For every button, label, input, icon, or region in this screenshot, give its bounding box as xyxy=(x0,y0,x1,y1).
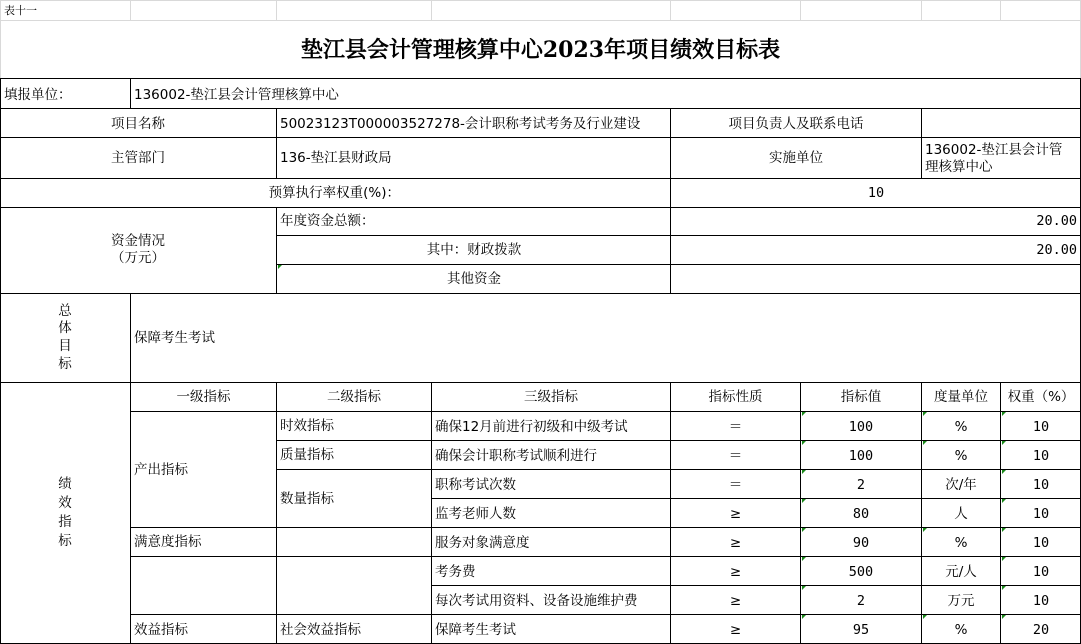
grid-line xyxy=(1000,0,1001,21)
cell-marker xyxy=(1002,441,1006,445)
indicator-name: 服务对象满意度 xyxy=(435,535,530,551)
overall-label-4: 标 xyxy=(58,356,72,372)
unit-value: 136002-垫江县会计管理核算中心 xyxy=(134,87,339,103)
grid-line xyxy=(800,0,801,21)
indicator-weight: 10 xyxy=(1032,593,1050,609)
dept-label: 主管部门 xyxy=(111,150,165,166)
grid-line xyxy=(0,382,1081,383)
grid-line xyxy=(276,108,277,179)
indicator-weight: 10 xyxy=(1032,419,1050,435)
cell-marker xyxy=(1002,586,1006,590)
grid-line xyxy=(276,235,1081,236)
indicator-value: 80 xyxy=(852,506,870,522)
funds-fiscal-value: 20.00 xyxy=(1036,242,1077,258)
level1-satisfaction: 满意度指标 xyxy=(134,534,202,550)
grid-line xyxy=(431,585,1081,586)
indicator-weight: 20 xyxy=(1032,622,1050,638)
grid-line xyxy=(276,440,1081,441)
perf-label-3: 指 xyxy=(58,514,72,530)
level2-timeliness: 时效指标 xyxy=(280,418,334,434)
indicator-name: 确保12月前进行初级和中级考试 xyxy=(435,419,628,435)
cell-marker xyxy=(1002,557,1006,561)
impl-unit-label: 实施单位 xyxy=(769,150,823,166)
grid-line xyxy=(276,469,1081,470)
indicator-value: 2 xyxy=(856,593,866,609)
indicator-unit: % xyxy=(954,419,968,435)
level1-benefit: 效益指标 xyxy=(134,622,188,638)
indicator-nature: ≥ xyxy=(729,535,742,551)
indicator-value: 90 xyxy=(852,535,870,551)
cell-marker xyxy=(802,528,806,532)
page-title: 垫江县会计管理核算中心2023年项目绩效目标表 xyxy=(300,37,781,63)
indicator-nature: ＝ xyxy=(728,448,743,464)
grid-line xyxy=(921,0,922,21)
indicator-weight: 10 xyxy=(1032,535,1050,551)
sheet-label: 表十一 xyxy=(4,4,37,17)
level2-quantity: 数量指标 xyxy=(280,491,334,507)
indicator-nature: ≥ xyxy=(729,564,742,580)
indicator-unit: 次/年 xyxy=(945,477,977,493)
indicator-value: 100 xyxy=(848,448,874,464)
cell-marker xyxy=(1002,615,1006,619)
header-nature: 指标性质 xyxy=(708,389,763,405)
grid-line xyxy=(130,0,131,21)
indicator-name: 确保会计职称考试顺利进行 xyxy=(435,448,597,464)
grid-line xyxy=(0,20,1081,21)
grid-line xyxy=(0,0,1081,1)
cell-marker xyxy=(1002,499,1006,503)
grid-line xyxy=(0,78,1081,79)
impl-unit-value-1: 136002-垫江县会计管 xyxy=(925,142,1063,158)
indicator-value: 500 xyxy=(848,564,874,580)
grid-line xyxy=(0,137,1081,138)
header-weight: 权重（%） xyxy=(1007,389,1075,405)
cell-marker xyxy=(802,470,806,474)
indicator-unit: % xyxy=(954,622,968,638)
indicator-nature: ≥ xyxy=(729,593,742,609)
grid-line xyxy=(130,556,1081,557)
funds-label-2: （万元） xyxy=(111,250,165,266)
level2-social-benefit: 社会效益指标 xyxy=(280,622,361,638)
funds-total-value: 20.00 xyxy=(1036,213,1077,229)
budget-rate-label: 预算执行率权重(%)： xyxy=(268,185,400,201)
header-unit: 度量单位 xyxy=(934,389,988,405)
cell-marker xyxy=(802,441,806,445)
grid-line xyxy=(0,207,1081,208)
grid-line xyxy=(130,527,1081,528)
grid-line xyxy=(130,293,131,644)
indicator-weight: 10 xyxy=(1032,564,1050,580)
funds-other-label: 其他资金 xyxy=(447,271,501,287)
grid-line xyxy=(276,0,277,21)
perf-label-4: 标 xyxy=(58,533,72,549)
dept-value: 136-垫江县财政局 xyxy=(280,150,392,166)
header-level3: 三级指标 xyxy=(524,389,578,405)
indicator-name: 考务费 xyxy=(435,564,476,580)
cell-marker xyxy=(278,265,282,269)
cell-marker xyxy=(802,557,806,561)
impl-unit-value-2: 理核算中心 xyxy=(925,159,993,175)
indicator-value: 100 xyxy=(848,419,874,435)
overall-label-1: 总 xyxy=(58,303,72,319)
grid-line xyxy=(431,0,432,21)
indicator-unit: % xyxy=(954,448,968,464)
header-level1: 一级指标 xyxy=(176,389,231,405)
grid-line xyxy=(0,178,1081,179)
level2-quality: 质量指标 xyxy=(280,447,334,463)
header-value: 指标值 xyxy=(840,389,882,405)
funds-total-label: 年度资金总额： xyxy=(280,213,375,229)
cell-marker xyxy=(923,528,927,532)
grid-line xyxy=(276,382,277,644)
grid-line xyxy=(670,108,671,294)
indicator-weight: 10 xyxy=(1032,506,1050,522)
indicator-nature: ≥ xyxy=(729,506,742,522)
indicator-unit: 万元 xyxy=(947,593,975,609)
overall-label-2: 体 xyxy=(58,320,72,336)
indicator-name: 监考老师人数 xyxy=(435,506,516,522)
header-level2: 二级指标 xyxy=(327,389,381,405)
cell-marker xyxy=(923,441,927,445)
indicator-name: 保障考生考试 xyxy=(435,622,516,638)
unit-label: 填报单位： xyxy=(4,87,72,103)
grid-line xyxy=(670,0,671,21)
indicator-value: 95 xyxy=(852,622,870,638)
perf-label-1: 绩 xyxy=(58,476,72,492)
cell-marker xyxy=(923,615,927,619)
grid-line xyxy=(130,411,1081,412)
indicator-unit: 人 xyxy=(954,506,968,522)
indicator-nature: ＝ xyxy=(728,419,743,435)
perf-label-2: 效 xyxy=(58,495,72,511)
grid-line xyxy=(130,614,1081,615)
cell-marker xyxy=(802,586,806,590)
grid-line xyxy=(0,293,1081,294)
project-leader-label: 项目负责人及联系电话 xyxy=(728,116,864,132)
indicator-value: 2 xyxy=(856,477,866,493)
indicator-name: 每次考试用资料、设备设施维护费 xyxy=(435,593,638,609)
grid-line xyxy=(0,108,1081,109)
cell-marker xyxy=(923,412,927,416)
indicator-name: 职称考试次数 xyxy=(435,477,516,493)
indicator-unit: % xyxy=(954,535,968,551)
indicator-weight: 10 xyxy=(1032,448,1050,464)
grid-line xyxy=(921,108,922,179)
overall-goal-value: 保障考生考试 xyxy=(134,330,215,346)
project-name-label: 项目名称 xyxy=(111,116,165,132)
cell-marker xyxy=(1002,470,1006,474)
cell-marker xyxy=(802,615,806,619)
cell-marker xyxy=(802,499,806,503)
grid-line xyxy=(130,78,131,109)
indicator-unit: 元/人 xyxy=(945,564,977,580)
grid-line xyxy=(431,498,1081,499)
grid-line xyxy=(431,382,432,644)
budget-rate-value: 10 xyxy=(867,185,885,201)
level1-output: 产出指标 xyxy=(134,462,188,478)
cell-marker xyxy=(1002,528,1006,532)
cell-marker xyxy=(1002,412,1006,416)
indicator-nature: ≥ xyxy=(729,622,742,638)
grid-line xyxy=(276,264,1081,265)
project-name-value: 50023123T000003527278-会计职称考试考务及行业建设 xyxy=(280,116,641,132)
funds-fiscal-label: 其中：财政拨款 xyxy=(426,242,522,258)
indicator-nature: ＝ xyxy=(728,477,743,493)
indicator-weight: 10 xyxy=(1032,477,1050,493)
cell-marker xyxy=(802,412,806,416)
overall-label-3: 目 xyxy=(58,338,72,354)
funds-label-1: 资金情况 xyxy=(111,233,165,249)
